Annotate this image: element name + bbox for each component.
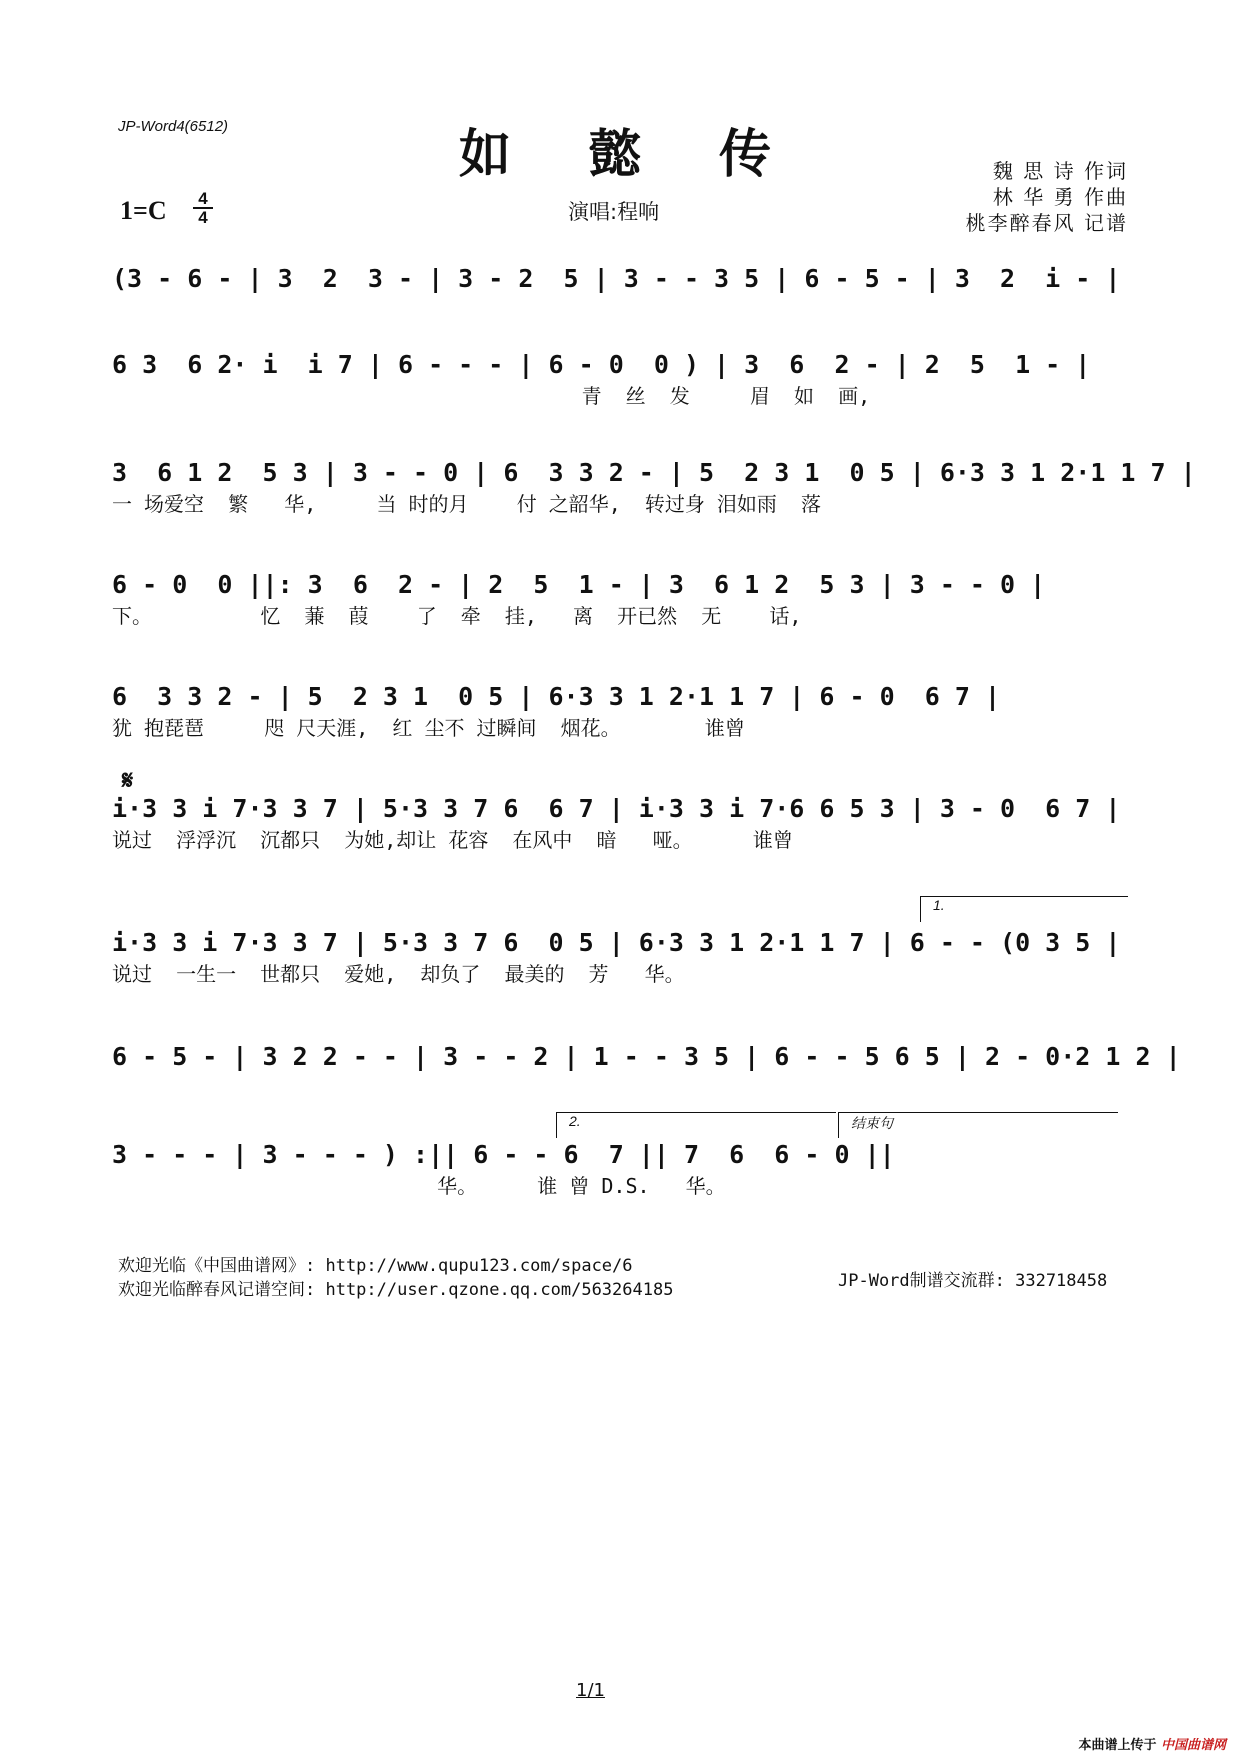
time-signature [193,190,213,226]
staff-row [112,262,1128,296]
staff-notes: 6 - 0 0 ||: 3 6 2 - | 2 5 1 - | 3 6 1 2 5 3 | 3 - - 0 | [112,570,1046,599]
footer-link-qupu[interactable]: 欢迎光临《中国曲谱网》: http://www.qupu123.com/space/6 [118,1256,633,1276]
staff-notes: 6 3 6 2· i i 7 | 6 - - - | 6 - 0 0 ) | 3 6 2 - | 2 5 1 - | [112,350,1091,379]
staff-lyrics: 一 场爱空 繁 华, 当 时的月 付 之韶华, 转过身 泪如雨 落 [112,492,821,516]
second-ending-bracket: 2. [556,1112,836,1138]
staff-lyrics: 犹 抱琵琶 咫 尺天涯, 红 尘不 过瞬间 烟花。 谁曾 [112,716,745,740]
staff-lyrics: 华。 谁 曾 D.S. 华。 [112,1174,726,1198]
footer-link-qzone[interactable]: 欢迎光临醉春风记谱空间: http://user.qzone.qq.com/563264185 [118,1280,674,1300]
title-char: 如 [458,124,511,185]
staff-row [112,1040,1181,1074]
staff-notes: i·3 3 i 7·3 3 7 | 5·3 3 7 6 6 7 | i·3 3 i 7·6 6 5 3 | 3 - 0 6 7 | [112,794,1121,823]
staff-row [112,348,1128,410]
composer-credit: 林 华 勇 作曲 [992,185,1128,209]
key-signature: 1=C [120,196,167,225]
first-ending-bracket: 1. [920,896,1128,922]
time-signature-bottom: 4 [198,208,208,227]
staff-lyrics: 说过 一生一 世都只 爱她, 却负了 最美的 芳 华。 [112,962,685,986]
staff-row [112,792,1128,854]
staff-lyrics: 下。 忆 蒹 葭 了 牵 挂, 离 开已然 无 话, [112,604,802,628]
staff-notes: (3 - 6 - | 3 2 3 - | 3 - 2 5 | 3 - - 3 5 | 6 - 5 - | 3 2 i - | [112,264,1121,293]
title-char: 懿 [588,124,641,185]
software-label: JP-Word4(6512) [118,118,229,135]
staff-notes: i·3 3 i 7·3 3 7 | 5·3 3 7 6 0 5 | 6·3 3 1 2·1 1 7 | 6 - - (0 3 5 | [112,928,1121,957]
segno-sign: 𝄋 [122,766,134,796]
staff-row [112,926,1128,988]
song-title [420,112,820,187]
staff-lyrics: 青 丝 发 眉 如 画, [112,384,871,408]
staff-row [112,456,1196,518]
staff-row [112,568,1128,630]
staff-notes: 6 - 5 - | 3 2 2 - - | 3 - - 2 | 1 - - 3 5 | 6 - - 5 6 5 | 2 - 0·2 1 2 | [112,1042,1181,1071]
time-signature-top: 4 [193,190,213,209]
staff-row [112,680,1128,742]
upload-credit [1078,1734,1226,1753]
staff-notes: 3 6 1 2 5 3 | 3 - - 0 | 6 3 3 2 - | 5 2 3 1 0 5 | 6·3 3 1 2·1 1 7 | [112,458,1196,487]
staff-lyrics: 说过 浮浮沉 沉都只 为她,却让 花容 在风中 暗 哑。 谁曾 [112,828,793,852]
singer-label: 演唱:程响 [568,200,660,224]
page-number: 1/1 [576,1680,605,1701]
staff-row [112,1138,1128,1200]
site-logo[interactable]: 中国曲谱网 [1160,1738,1226,1753]
footer-group: JP-Word制谱交流群: 332718458 [838,1271,1108,1291]
staff-notes: 6 3 3 2 - | 5 2 3 1 0 5 | 6·3 3 1 2·1 1 7 | 6 - 0 6 7 | [112,682,1001,711]
footer-links [118,1254,673,1302]
lyricist-credit: 魏 思 诗 作词 [992,159,1128,183]
title-char: 传 [718,124,771,185]
transcriber-credit: 桃李醉春风 记谱 [965,211,1128,235]
upload-prefix: 本曲谱上传于 [1078,1738,1157,1753]
staff-notes: 3 - - - | 3 - - - ) :|| 6 - - 6 7 || 7 6 6 - 0 || [112,1140,895,1169]
coda-ending-bracket: 结束句 [838,1112,1118,1138]
